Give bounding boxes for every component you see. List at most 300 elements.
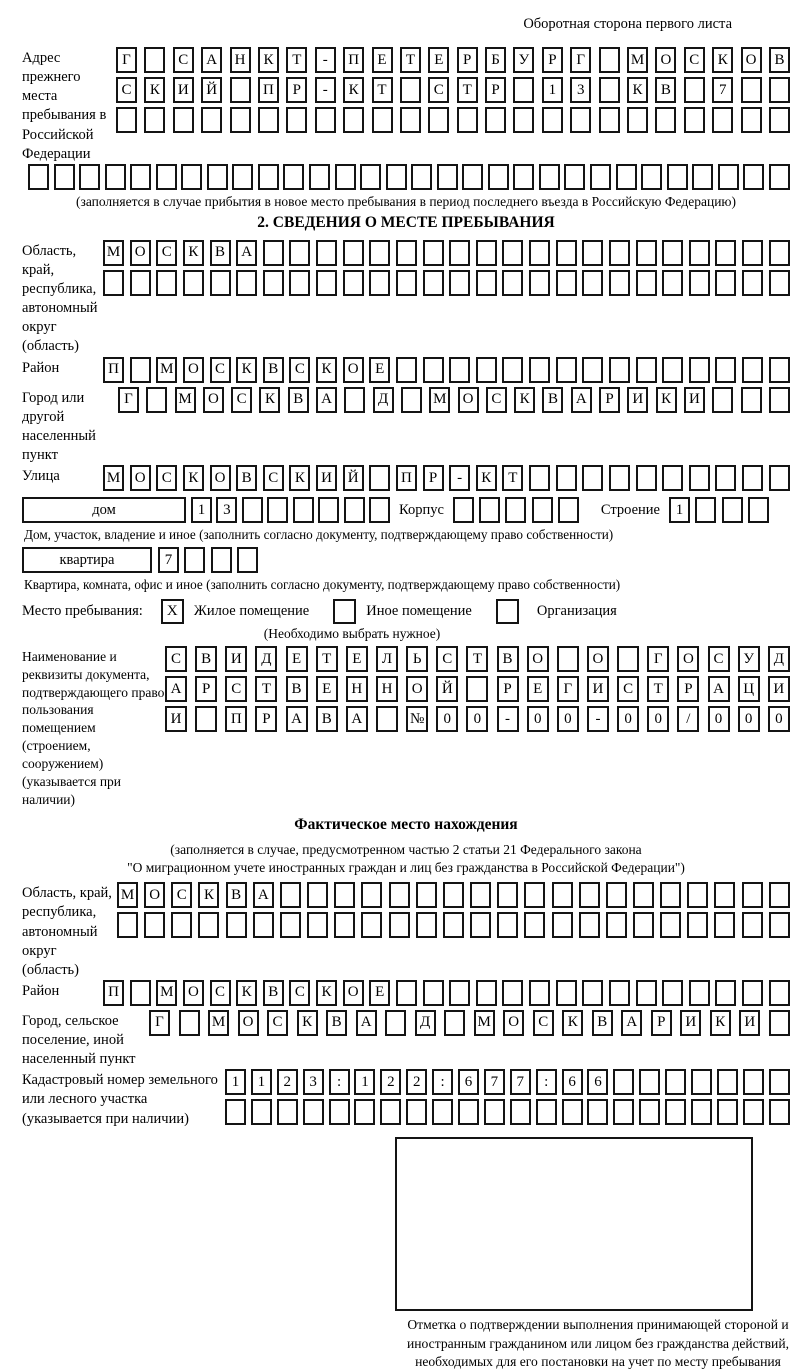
char-cell[interactable] [529,465,550,491]
char-cell[interactable] [361,912,382,938]
char-cell[interactable] [416,912,437,938]
char-cell[interactable]: О [203,387,224,413]
char-cell[interactable]: 7 [158,547,179,573]
char-cell[interactable]: В [210,240,231,266]
char-cell[interactable]: К [183,465,204,491]
char-cell[interactable] [343,107,364,133]
char-cell[interactable] [769,1069,790,1095]
char-cell[interactable] [502,980,523,1006]
char-cell[interactable] [536,1099,557,1125]
char-cell[interactable] [354,1099,375,1125]
char-cell[interactable]: И [316,465,337,491]
char-cell[interactable]: О [527,646,549,672]
char-cell[interactable] [662,465,683,491]
char-cell[interactable] [769,107,790,133]
char-cell[interactable] [316,240,337,266]
char-cell[interactable] [369,497,390,523]
char-cell[interactable]: О [210,465,231,491]
char-cell[interactable]: 0 [617,706,639,732]
char-cell[interactable] [715,465,736,491]
char-cell[interactable]: Д [255,646,277,672]
char-cell[interactable] [502,270,523,296]
char-cell[interactable] [432,1099,453,1125]
char-cell[interactable] [513,77,534,103]
char-cell[interactable] [684,107,705,133]
char-cell[interactable] [529,357,550,383]
char-cell[interactable] [529,270,550,296]
char-cell[interactable]: М [175,387,196,413]
char-cell[interactable]: О [183,980,204,1006]
char-cell[interactable]: А [621,1010,642,1036]
char-cell[interactable] [510,1099,531,1125]
char-cell[interactable] [423,980,444,1006]
char-cell[interactable] [497,882,518,908]
char-cell[interactable] [28,164,49,190]
char-cell[interactable]: А [356,1010,377,1036]
char-cell[interactable]: Е [286,646,308,672]
char-cell[interactable]: К [289,465,310,491]
char-cell[interactable]: С [289,980,310,1006]
char-cell[interactable] [293,497,314,523]
char-cell[interactable] [582,270,603,296]
char-cell[interactable] [613,1069,634,1095]
char-cell[interactable] [742,270,763,296]
char-cell[interactable] [181,164,202,190]
char-cell[interactable]: - [497,706,519,732]
char-cell[interactable] [376,706,398,732]
char-cell[interactable] [242,497,263,523]
char-cell[interactable]: 0 [527,706,549,732]
char-cell[interactable]: А [346,706,368,732]
char-cell[interactable] [156,164,177,190]
char-cell[interactable] [769,387,790,413]
char-cell[interactable] [485,107,506,133]
char-cell[interactable]: К [183,240,204,266]
char-cell[interactable]: Р [195,676,217,702]
char-cell[interactable] [579,882,600,908]
char-cell[interactable]: - [449,465,470,491]
char-cell[interactable] [411,164,432,190]
char-cell[interactable] [369,240,390,266]
char-cell[interactable] [742,980,763,1006]
char-cell[interactable] [769,980,790,1006]
char-cell[interactable]: Д [415,1010,436,1036]
char-cell[interactable] [715,980,736,1006]
char-cell[interactable] [556,980,577,1006]
char-cell[interactable] [599,107,620,133]
char-cell[interactable] [344,497,365,523]
char-cell[interactable]: 1 [225,1069,246,1095]
char-cell[interactable]: О [677,646,699,672]
char-cell[interactable]: И [684,387,705,413]
char-cell[interactable]: К [198,882,219,908]
char-cell[interactable] [769,240,790,266]
char-cell[interactable]: В [286,676,308,702]
char-cell[interactable] [449,240,470,266]
char-cell[interactable] [695,497,716,523]
char-cell[interactable]: К [343,77,364,103]
char-cell[interactable]: С [684,47,705,73]
char-cell[interactable] [230,107,251,133]
char-cell[interactable] [769,164,790,190]
char-cell[interactable]: Р [677,676,699,702]
char-cell[interactable]: Н [376,676,398,702]
char-cell[interactable] [627,107,648,133]
char-cell[interactable]: 7 [712,77,733,103]
char-cell[interactable]: Д [768,646,790,672]
char-cell[interactable]: П [396,465,417,491]
char-cell[interactable] [183,270,204,296]
char-cell[interactable]: А [201,47,222,73]
char-cell[interactable] [741,77,762,103]
char-cell[interactable]: О [130,240,151,266]
char-cell[interactable] [639,1099,660,1125]
char-cell[interactable] [513,164,534,190]
char-cell[interactable] [344,387,365,413]
char-cell[interactable] [277,1099,298,1125]
char-cell[interactable]: В [542,387,563,413]
char-cell[interactable] [684,77,705,103]
char-cell[interactable]: 7 [484,1069,505,1095]
char-cell[interactable] [400,107,421,133]
char-cell[interactable] [532,497,553,523]
char-cell[interactable] [406,1099,427,1125]
char-cell[interactable] [476,357,497,383]
char-cell[interactable] [691,1069,712,1095]
char-cell[interactable] [552,912,573,938]
char-cell[interactable] [171,912,192,938]
char-cell[interactable] [616,164,637,190]
char-cell[interactable]: Ь [406,646,428,672]
checkbox-organization[interactable] [496,599,519,624]
char-cell[interactable] [599,77,620,103]
char-cell[interactable] [144,47,165,73]
char-cell[interactable] [556,357,577,383]
char-cell[interactable] [769,357,790,383]
char-cell[interactable]: 0 [647,706,669,732]
char-cell[interactable] [130,270,151,296]
checkbox-other-premises[interactable] [333,599,356,624]
char-cell[interactable]: М [103,465,124,491]
char-cell[interactable]: У [738,646,760,672]
char-cell[interactable]: С [210,980,231,1006]
char-cell[interactable]: Р [457,47,478,73]
char-cell[interactable] [484,1099,505,1125]
char-cell[interactable] [529,240,550,266]
char-cell[interactable] [715,357,736,383]
char-cell[interactable] [401,387,422,413]
char-cell[interactable] [524,912,545,938]
char-cell[interactable] [396,357,417,383]
char-cell[interactable] [742,357,763,383]
char-cell[interactable] [687,912,708,938]
char-cell[interactable] [307,912,328,938]
char-cell[interactable] [423,357,444,383]
char-cell[interactable] [488,164,509,190]
char-cell[interactable]: 3 [303,1069,324,1095]
char-cell[interactable] [662,240,683,266]
char-cell[interactable]: - [587,706,609,732]
char-cell[interactable] [258,107,279,133]
char-cell[interactable]: Р [255,706,277,732]
char-cell[interactable]: 0 [436,706,458,732]
char-cell[interactable] [449,980,470,1006]
char-cell[interactable]: / [677,706,699,732]
char-cell[interactable] [226,912,247,938]
char-cell[interactable]: Р [423,465,444,491]
char-cell[interactable] [449,270,470,296]
char-cell[interactable]: О [144,882,165,908]
char-cell[interactable]: К [627,77,648,103]
char-cell[interactable] [609,357,630,383]
char-cell[interactable] [665,1099,686,1125]
char-cell[interactable] [251,1099,272,1125]
char-cell[interactable]: Р [485,77,506,103]
char-cell[interactable] [466,676,488,702]
char-cell[interactable] [741,387,762,413]
char-cell[interactable]: М [474,1010,495,1036]
char-cell[interactable] [556,240,577,266]
char-cell[interactable] [146,387,167,413]
char-cell[interactable]: Е [527,676,549,702]
char-cell[interactable]: Г [116,47,137,73]
char-cell[interactable]: В [769,47,790,73]
char-cell[interactable]: В [592,1010,613,1036]
char-cell[interactable]: С [267,1010,288,1036]
char-cell[interactable] [502,357,523,383]
char-cell[interactable] [558,497,579,523]
char-cell[interactable] [590,164,611,190]
char-cell[interactable]: Д [373,387,394,413]
char-cell[interactable] [303,1099,324,1125]
char-cell[interactable]: 3 [570,77,591,103]
char-cell[interactable] [636,270,657,296]
char-cell[interactable]: А [236,240,257,266]
char-cell[interactable] [130,164,151,190]
char-cell[interactable] [513,107,534,133]
char-cell[interactable] [380,1099,401,1125]
char-cell[interactable] [689,980,710,1006]
char-cell[interactable] [636,357,657,383]
char-cell[interactable]: В [655,77,676,103]
char-cell[interactable] [416,882,437,908]
char-cell[interactable] [207,164,228,190]
char-cell[interactable]: - [315,77,336,103]
char-cell[interactable]: Г [570,47,591,73]
char-cell[interactable]: К [710,1010,731,1036]
char-cell[interactable] [582,240,603,266]
char-cell[interactable] [529,980,550,1006]
char-cell[interactable] [662,357,683,383]
char-cell[interactable]: И [165,706,187,732]
char-cell[interactable]: Т [466,646,488,672]
char-cell[interactable] [267,497,288,523]
char-cell[interactable] [582,357,603,383]
char-cell[interactable] [587,1099,608,1125]
char-cell[interactable]: М [103,240,124,266]
char-cell[interactable] [636,980,657,1006]
char-cell[interactable]: Р [651,1010,672,1036]
char-cell[interactable] [211,547,232,573]
char-cell[interactable] [742,465,763,491]
char-cell[interactable] [54,164,75,190]
char-cell[interactable] [117,912,138,938]
char-cell[interactable]: Ц [738,676,760,702]
char-cell[interactable] [633,912,654,938]
char-cell[interactable]: 0 [738,706,760,732]
char-cell[interactable] [717,1099,738,1125]
char-cell[interactable]: В [288,387,309,413]
char-cell[interactable]: Т [400,47,421,73]
char-cell[interactable] [609,270,630,296]
char-cell[interactable] [372,107,393,133]
char-cell[interactable] [655,107,676,133]
char-cell[interactable]: К [297,1010,318,1036]
char-cell[interactable]: С [231,387,252,413]
char-cell[interactable]: Т [316,646,338,672]
char-cell[interactable] [542,107,563,133]
char-cell[interactable]: К [236,980,257,1006]
char-cell[interactable]: А [316,387,337,413]
char-cell[interactable] [144,912,165,938]
char-cell[interactable]: 1 [191,497,212,523]
char-cell[interactable] [662,980,683,1006]
char-cell[interactable]: М [156,980,177,1006]
char-cell[interactable] [343,240,364,266]
char-cell[interactable] [689,240,710,266]
char-cell[interactable]: О [406,676,428,702]
char-cell[interactable] [423,240,444,266]
char-cell[interactable] [437,164,458,190]
char-cell[interactable] [570,107,591,133]
char-cell[interactable]: О [503,1010,524,1036]
char-cell[interactable]: К [514,387,535,413]
char-cell[interactable]: И [768,676,790,702]
char-cell[interactable] [689,465,710,491]
char-cell[interactable]: И [173,77,194,103]
char-cell[interactable]: Н [230,47,251,73]
char-cell[interactable] [712,387,733,413]
char-cell[interactable]: Л [376,646,398,672]
char-cell[interactable]: Е [346,646,368,672]
char-cell[interactable] [556,270,577,296]
char-cell[interactable] [609,240,630,266]
char-cell[interactable]: С [486,387,507,413]
char-cell[interactable]: С [428,77,449,103]
char-cell[interactable]: 0 [708,706,730,732]
char-cell[interactable] [309,164,330,190]
char-cell[interactable] [714,882,735,908]
char-cell[interactable] [335,164,356,190]
char-cell[interactable]: М [117,882,138,908]
char-cell[interactable] [769,882,790,908]
char-cell[interactable] [156,270,177,296]
char-cell[interactable] [579,912,600,938]
char-cell[interactable] [105,164,126,190]
char-cell[interactable] [79,164,100,190]
char-cell[interactable]: К [258,47,279,73]
char-cell[interactable]: С [436,646,458,672]
char-cell[interactable]: Й [436,676,458,702]
char-cell[interactable]: П [103,357,124,383]
char-cell[interactable] [743,1099,764,1125]
char-cell[interactable] [453,497,474,523]
char-cell[interactable] [714,912,735,938]
char-cell[interactable]: М [156,357,177,383]
char-cell[interactable]: П [343,47,364,73]
char-cell[interactable]: Н [346,676,368,702]
char-cell[interactable]: И [627,387,648,413]
char-cell[interactable] [225,1099,246,1125]
char-cell[interactable] [289,270,310,296]
char-cell[interactable] [280,882,301,908]
char-cell[interactable] [476,240,497,266]
char-cell[interactable] [691,1099,712,1125]
char-cell[interactable] [423,270,444,296]
char-cell[interactable]: С [156,240,177,266]
char-cell[interactable] [606,912,627,938]
char-cell[interactable]: 3 [216,497,237,523]
char-cell[interactable]: Т [502,465,523,491]
char-cell[interactable]: О [741,47,762,73]
char-cell[interactable]: О [130,465,151,491]
char-cell[interactable] [396,980,417,1006]
char-cell[interactable]: М [429,387,450,413]
confirmation-stamp-box[interactable] [395,1137,753,1311]
checkbox-residential[interactable]: X [161,599,184,624]
char-cell[interactable]: 2 [277,1069,298,1095]
char-cell[interactable]: - [315,47,336,73]
char-cell[interactable] [385,1010,406,1036]
char-cell[interactable] [444,1010,465,1036]
char-cell[interactable] [667,164,688,190]
char-cell[interactable]: 7 [510,1069,531,1095]
char-cell[interactable]: Й [343,465,364,491]
char-cell[interactable] [386,164,407,190]
char-cell[interactable] [184,547,205,573]
char-cell[interactable] [360,164,381,190]
char-cell[interactable]: 6 [458,1069,479,1095]
char-cell[interactable]: А [253,882,274,908]
char-cell[interactable] [582,465,603,491]
char-cell[interactable]: Т [255,676,277,702]
char-cell[interactable] [237,547,258,573]
char-cell[interactable] [557,646,579,672]
char-cell[interactable]: : [536,1069,557,1095]
char-cell[interactable] [524,882,545,908]
char-cell[interactable] [662,270,683,296]
char-cell[interactable] [232,164,253,190]
char-cell[interactable] [715,270,736,296]
char-cell[interactable] [258,164,279,190]
char-cell[interactable] [497,912,518,938]
char-cell[interactable] [502,240,523,266]
char-cell[interactable]: Г [647,646,669,672]
char-cell[interactable]: О [343,980,364,1006]
char-cell[interactable]: К [656,387,677,413]
char-cell[interactable] [130,357,151,383]
char-cell[interactable]: М [627,47,648,73]
char-cell[interactable] [289,240,310,266]
char-cell[interactable] [334,912,355,938]
char-cell[interactable]: О [183,357,204,383]
char-cell[interactable]: К [562,1010,583,1036]
char-cell[interactable] [318,497,339,523]
char-cell[interactable]: П [103,980,124,1006]
char-cell[interactable] [687,882,708,908]
char-cell[interactable]: Б [485,47,506,73]
char-cell[interactable] [562,1099,583,1125]
